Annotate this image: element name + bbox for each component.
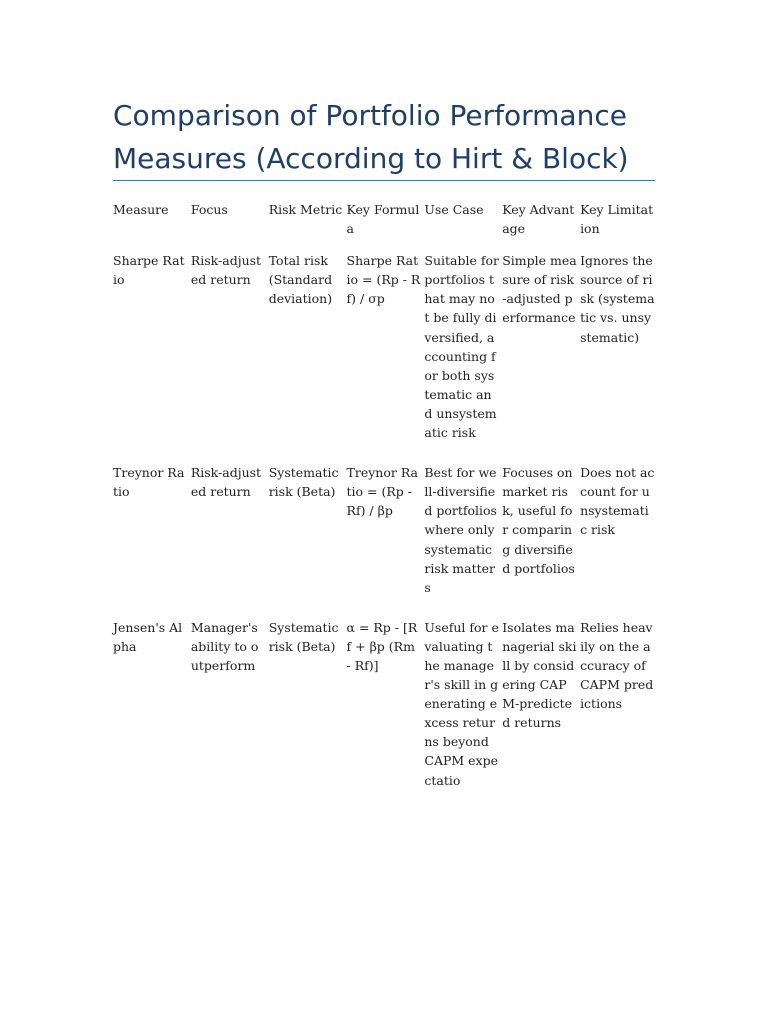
header-key-limitation: Key Limitation [580,202,654,237]
cell-use-case: Best for well-diversified portfolios where only systematic risk matters [424,465,497,595]
table-row [113,618,658,811]
cell-formula: Sharpe Ratio = (Rp - Rf) / σp [346,253,421,307]
header-focus: Focus [190,202,228,217]
cell-focus: Risk-adjusted return [190,253,262,288]
title-underline [113,180,655,181]
table-row [113,463,658,618]
cell-risk-metric: Systematic risk (Beta) [268,465,339,500]
cell-use-case: Suitable for portfolios that may not be fully diversified, accounting for both systematic and unsystematic risk [424,253,499,441]
cell-risk-metric: Systematic risk (Beta) [268,619,339,654]
cell-focus: Risk-adjusted return [190,465,262,500]
cell-measure: Jensen's Alpha [113,619,183,654]
cell-advantage: Simple measure of risk-adjusted performance [502,253,577,326]
comparison-table [113,200,658,811]
cell-focus: Manager's ability to outperform [190,619,259,673]
cell-measure: Sharpe Ratio [113,253,185,288]
header-risk-metric: Risk Metric [268,202,343,217]
cell-limitation: Relies heavily on the accuracy of CAPM predictions [580,619,654,712]
document-title: Comparison of Portfolio Performance Measures (According to Hirt & Block) [113,99,629,175]
table-header-row [113,200,658,251]
cell-formula: Treynor Ratio = (Rp - Rf) / βp [346,465,418,519]
header-use-case: Use Case [424,202,484,217]
cell-limitation: Does not account for unsystematic risk [580,465,655,538]
cell-use-case: Useful for evaluating the manager's skill in generating excess returns beyond CAPM expectatio [424,619,499,788]
cell-advantage: Isolates managerial skill by considering CAPM-predicted returns [502,619,577,731]
cell-limitation: Ignores the source of risk (systematic vs. unsystematic) [580,253,655,345]
header-key-formula: Key Formula [346,202,420,237]
header-measure: Measure [113,202,169,217]
cell-advantage: Focuses on market risk, useful for comparing diversified portfolios [502,465,575,576]
header-key-advantage: Key Advantage [502,202,575,237]
cell-risk-metric: Total risk (Standard deviation) [268,253,333,307]
cell-formula: α = Rp - [Rf + βp (Rm - Rf)] [346,619,418,673]
cell-measure: Treynor Ratio [113,465,185,500]
table-row [113,251,658,463]
